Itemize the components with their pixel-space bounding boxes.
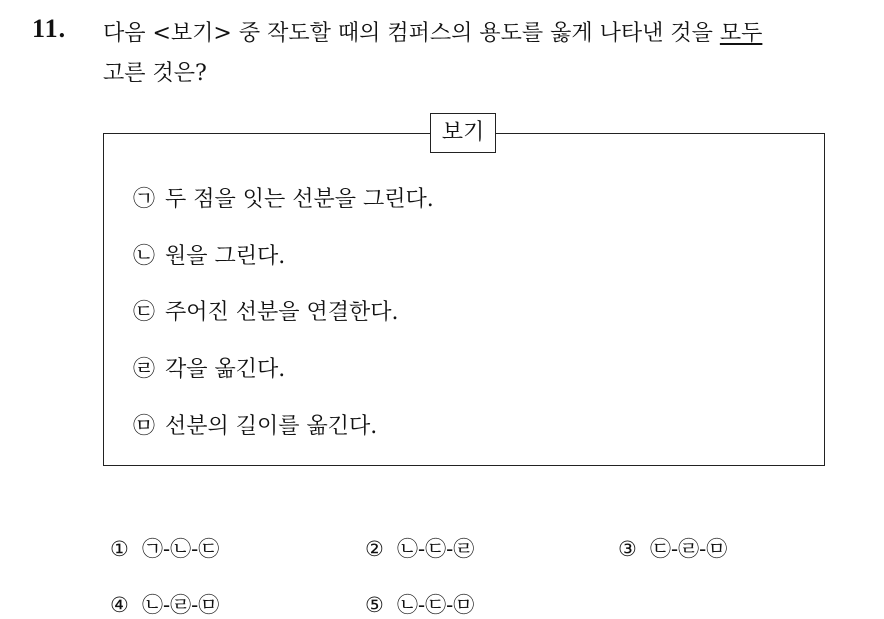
stem-text: 다음 <보기> 중 작도할 때의 컴퍼스의 용도를 옳게 나타낸 것을: [103, 21, 720, 46]
bogi-item-mark: ㉠: [133, 187, 156, 212]
bogi-item-text: 두 점을 잇는 선분을 그린다.: [165, 187, 434, 212]
bogi-item: [133, 412, 377, 442]
choice-text: ㉡-㉣-㉤: [142, 593, 220, 617]
choice-number: ③: [618, 537, 637, 561]
choice-number: ①: [110, 537, 129, 561]
bogi-item: [133, 298, 399, 328]
bogi-item-mark: ㉤: [133, 414, 156, 439]
choice-text: ㉡-㉢-㉣: [397, 537, 475, 561]
choice-number: ②: [365, 537, 384, 561]
choice-number: ④: [110, 593, 129, 617]
question-number: 11.: [32, 14, 67, 43]
choice-text: ㉠-㉡-㉢: [142, 537, 220, 561]
choice-number: ⑤: [365, 593, 384, 617]
bogi-item-text: 원을 그린다.: [165, 244, 286, 269]
question-stem: [103, 14, 873, 94]
stem-underlined-word: 모두: [719, 21, 763, 46]
bogi-item: [133, 355, 285, 385]
choice-text: ㉢-㉣-㉤: [650, 537, 728, 561]
answer-choice-5[interactable]: [365, 591, 474, 619]
bogi-item: [133, 185, 434, 215]
bogi-item-mark: ㉣: [133, 357, 156, 382]
bogi-item-mark: ㉡: [133, 244, 156, 269]
bogi-title: 보기: [430, 113, 496, 153]
answer-choice-4[interactable]: [110, 591, 219, 619]
bogi-item-text: 선분의 길이를 옮긴다.: [165, 414, 378, 439]
answer-choice-2[interactable]: [365, 535, 474, 563]
bogi-item: [133, 242, 285, 272]
stem-text-line2: 고른 것은?: [103, 61, 207, 86]
answer-choice-1[interactable]: [110, 535, 219, 563]
bogi-item-mark: ㉢: [133, 300, 156, 325]
answer-choice-3[interactable]: [618, 535, 727, 563]
bogi-item-text: 주어진 선분을 연결한다.: [165, 300, 399, 325]
bogi-item-text: 각을 옮긴다.: [165, 357, 286, 382]
choice-text: ㉡-㉢-㉤: [397, 593, 475, 617]
